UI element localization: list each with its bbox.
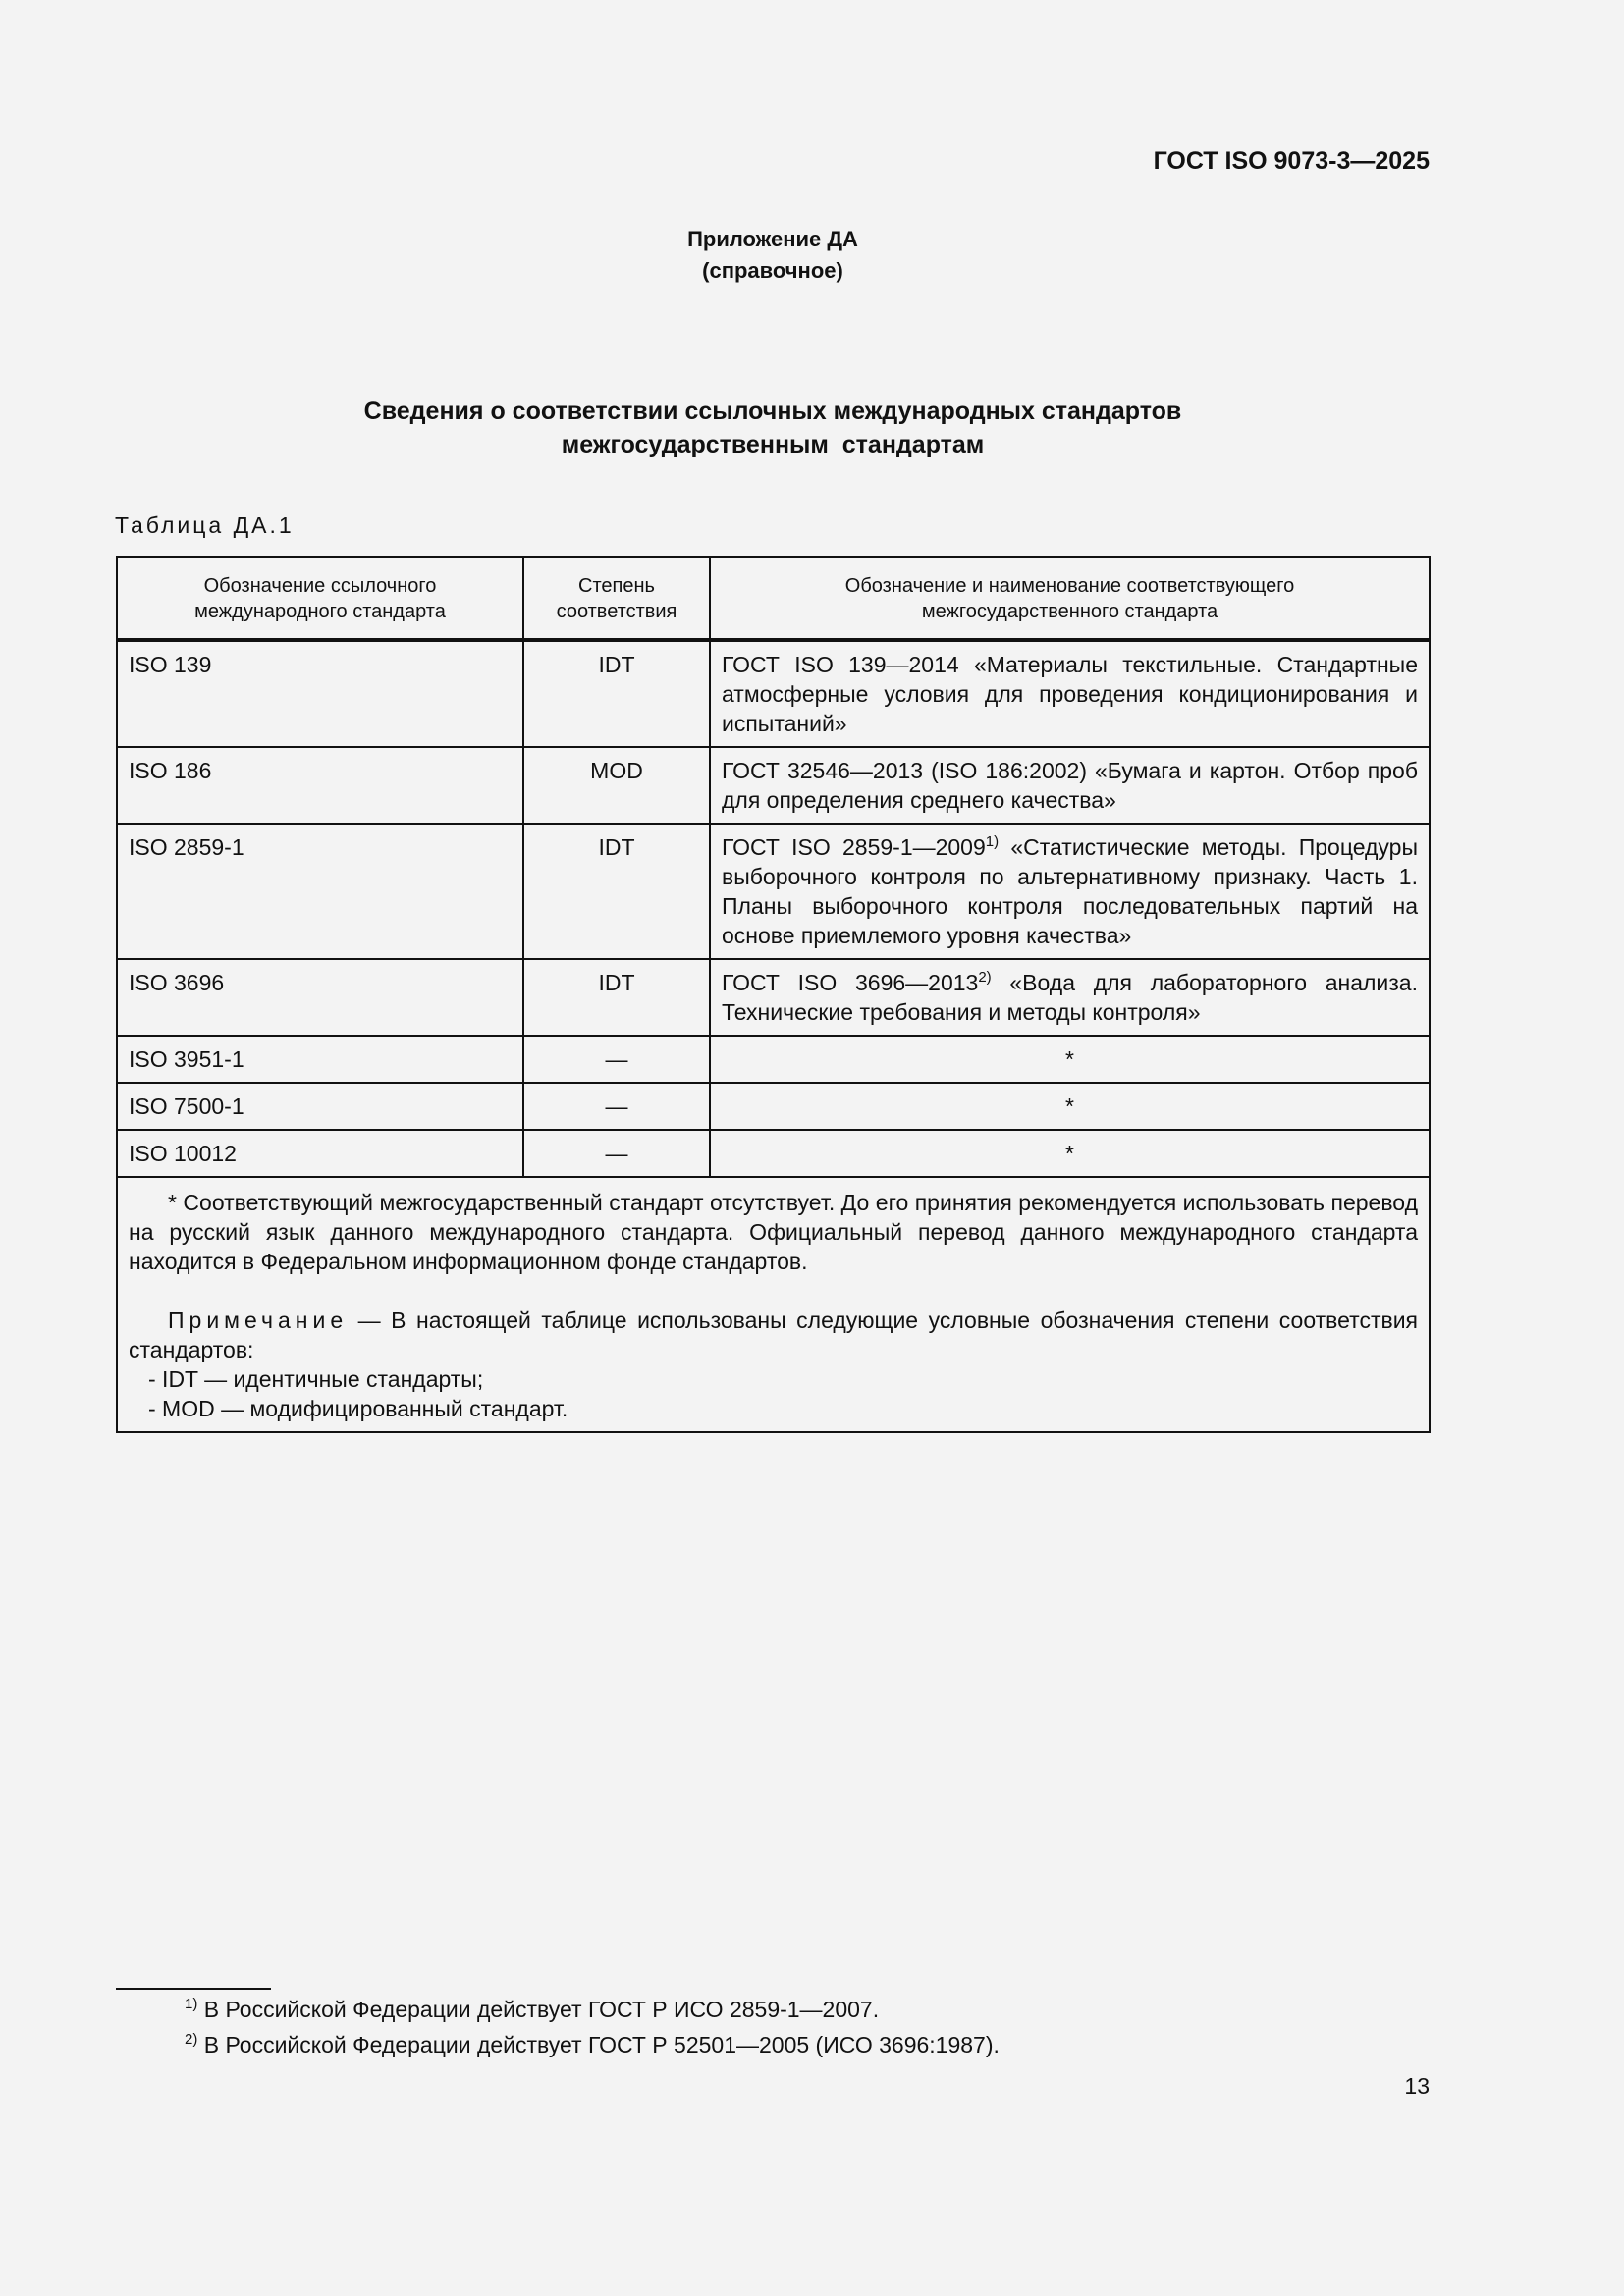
header-text: Обозначение и наименование соответствующего [844, 575, 1295, 597]
standard-cell [710, 959, 1430, 1036]
degree-cell: — [523, 1036, 710, 1083]
section-title-line2: межгосударственным стандартам [561, 431, 985, 458]
header-text: Обозначение ссылочного [203, 575, 437, 597]
standard-cell: * [710, 1083, 1430, 1130]
degree-cell: IDT [523, 640, 710, 747]
footnote-ref: 2) [978, 969, 992, 986]
table-caption: Таблица ДА.1 [115, 512, 295, 538]
header-degree [523, 557, 710, 640]
degree-cell: IDT [523, 959, 710, 1036]
ref-cell: ISO 3696 [117, 959, 523, 1036]
header-text: соответствия [556, 601, 677, 622]
degree-cell: MOD [523, 747, 710, 824]
standard-cell [710, 640, 1430, 747]
standard-cell: * [710, 1130, 1430, 1177]
table-row [117, 824, 1430, 959]
ref-cell: ISO 3951-1 [117, 1036, 523, 1083]
degree-cell: — [523, 1083, 710, 1130]
table-row [117, 1130, 1430, 1177]
header-interstate-standard [710, 557, 1430, 640]
header-text: межгосударственного стандарта [921, 601, 1218, 622]
note-text: — В настоящей таблице использованы следующие условные обозначения степени соответствия стандартов: [129, 1308, 1418, 1362]
degree-cell: — [523, 1130, 710, 1177]
page-number: 13 [1404, 2073, 1430, 2099]
table-header-row [117, 557, 1430, 640]
table-row [117, 1036, 1430, 1083]
list-item: - MOD — модифицированный стандарт. [148, 1396, 568, 1421]
appendix-heading [0, 224, 1545, 287]
footnote-separator [116, 1988, 271, 1990]
ref-cell: ISO 7500-1 [117, 1083, 523, 1130]
ref-cell: ISO 2859-1 [117, 824, 523, 959]
ref-cell: ISO 186 [117, 747, 523, 824]
degree-cell: IDT [523, 824, 710, 959]
table-row [117, 640, 1430, 747]
ref-cell: ISO 139 [117, 640, 523, 747]
footnote-text: В Российской Федерации действует ГОСТ Р ИСО 2859-1—2007. [197, 1997, 880, 2022]
note-label: Примечание [168, 1308, 349, 1333]
ref-cell: ISO 10012 [117, 1130, 523, 1177]
table-row [117, 959, 1430, 1036]
table-notes [117, 1177, 1430, 1432]
asterisk-note: * Соответствующий межгосударственный стандарт отсутствует. До его принятия рекомендуется использовать перевод на русский язык данного международного стандарта. Официальный перевод данного международного стандарта находится в Федеральном информационном фонде стандартов. [129, 1190, 1418, 1274]
standard-text: ГОСТ ISO 139—2014 «Материалы текстильные. Стандартные атмосферные условия для проведения кондиционирования и испытаний» [722, 652, 1418, 736]
header-text: Степень [578, 575, 655, 597]
header-text: международного стандарта [194, 601, 446, 622]
footnote-text: В Российской Федерации действует ГОСТ Р 52501—2005 (ИСО 3696:1987). [197, 2032, 1000, 2057]
list-item: - IDT — идентичные стандарты; [148, 1366, 484, 1392]
standard-cell: * [710, 1036, 1430, 1083]
standard-text: «Вода для лабораторного анализа. Технические требования и методы контроля» [722, 970, 1418, 1025]
standard-text: «Статистические методы. Процедуры выборочного контроля по альтернативному признаку. Часть 1. Планы выборочного контроля последовательных партий на основе приемлемого уровня качества» [722, 834, 1418, 948]
standards-table [116, 556, 1431, 1433]
footnote-mark: 1) [185, 1996, 198, 2012]
standard-text: ГОСТ ISO 3696—2013 [722, 970, 979, 995]
document-code: ГОСТ ISO 9073-3—2025 [1153, 147, 1430, 175]
standard-text: ГОСТ 32546—2013 (ISO 186:2002) «Бумага и картон. Отбор проб для определения среднего качества» [722, 758, 1418, 813]
footnote-ref: 1) [985, 833, 1000, 850]
section-title [0, 395, 1545, 461]
standard-text: ГОСТ ISO 2859-1—2009 [722, 834, 986, 860]
appendix-title: Приложение ДА [687, 227, 858, 251]
section-title-line1: Сведения о соответствии ссылочных международных стандартов [363, 398, 1182, 425]
table-notes-row [117, 1177, 1430, 1432]
table-row [117, 747, 1430, 824]
appendix-subtitle: (справочное) [702, 258, 843, 283]
standard-cell [710, 824, 1430, 959]
footnote [185, 2030, 1000, 2059]
standard-cell [710, 747, 1430, 824]
footnote-mark: 2) [185, 2031, 198, 2048]
footnote [185, 1995, 879, 2024]
header-ref-standard [117, 557, 523, 640]
table-row [117, 1083, 1430, 1130]
note-paragraph [129, 1306, 1418, 1364]
